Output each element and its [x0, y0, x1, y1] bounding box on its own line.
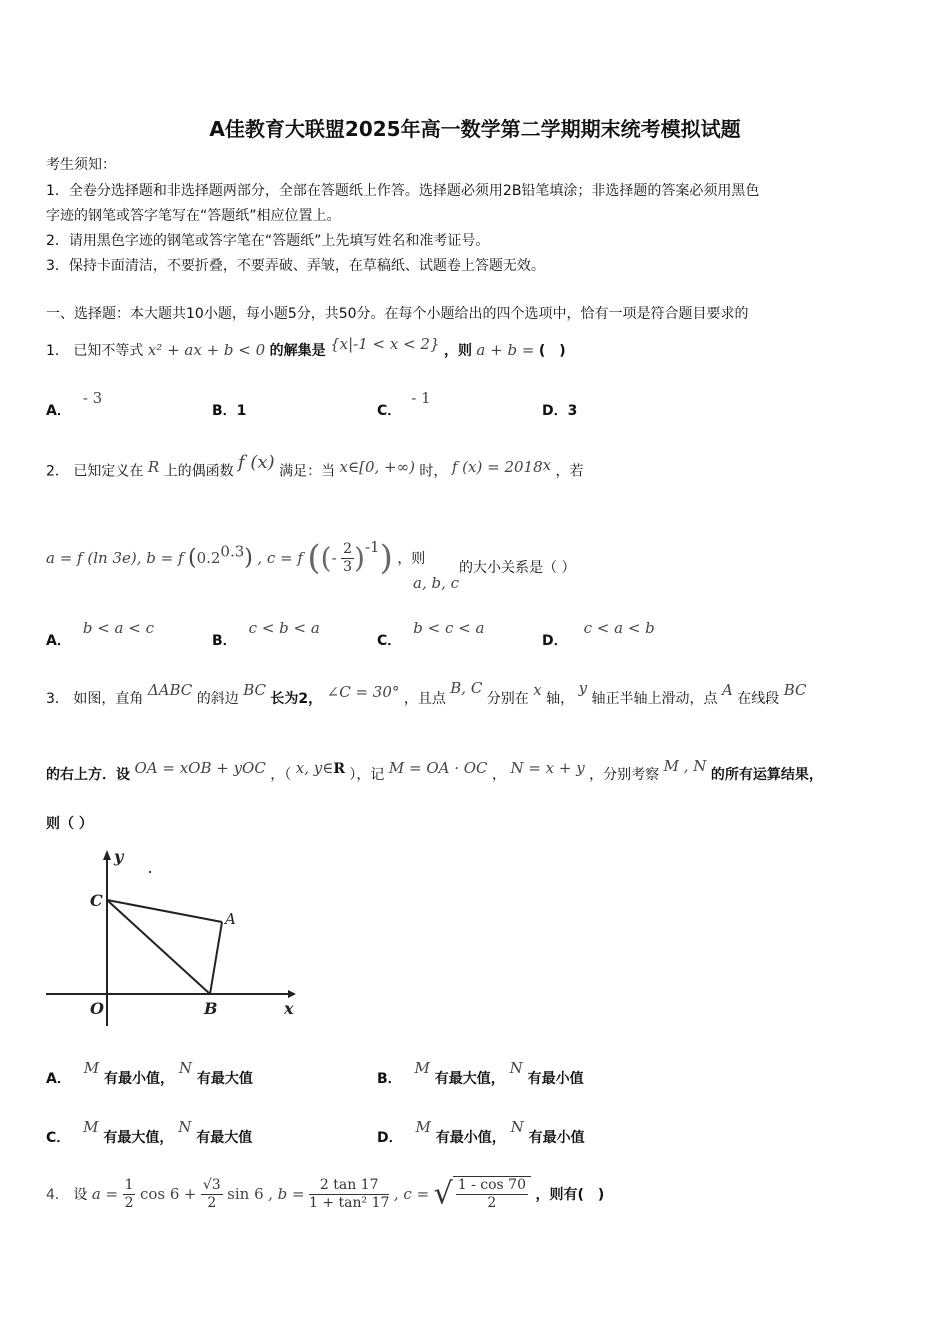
option-b[interactable]: B． M 有最大值， N 有最小值 [377, 1059, 584, 1087]
question-3-line-3: 则（ ） [46, 816, 93, 832]
option-d[interactable]: D．c < a < b [542, 619, 655, 649]
option-d[interactable]: D． M 有最小值， N 有最小值 [377, 1118, 585, 1146]
option-a[interactable]: A．- 3 [46, 389, 103, 419]
notice-item: 3．保持卡面清洁，不要折叠，不要弄破、弄皱，在草稿纸、试题卷上答题无效。 [46, 258, 545, 274]
question-2-tail: 的大小关系是（ ） [459, 560, 576, 576]
fraction: $\frac{√3}{2}$ [202, 1176, 221, 1211]
y-axis-arrow [103, 850, 111, 860]
sqrt-fraction: $\frac{1 - \cos 70}{2}$ [453, 1176, 531, 1212]
notice-item: 1．全卷分选择题和非选择题两部分，全部在答题纸上作答。选择题必须用2B铅笔填涂；非选择题的答案必须用黑色 [46, 183, 760, 199]
variables-abc: a, b, c [413, 574, 460, 592]
question-3-line-2: 的右上方．设 OA = xOB + yOC ，（ x, y∈R ），记 M = OA · OC ， N = x + y ，分别考察 M , N 的所有运算结果， [46, 757, 823, 783]
question-1: 1． 已知不等式 x² + ax + b < 0 的解集是 {x|-1 < x < 2} ，则 a + b = ( ) [46, 335, 566, 359]
question-number: 1． [46, 343, 69, 359]
option-a[interactable]: A． M 有最小值， N 有最大值 [46, 1059, 253, 1087]
fraction: $\frac{1}{2}$ [124, 1176, 134, 1211]
segment-cb [107, 900, 210, 994]
segment-ab [210, 922, 222, 994]
option-c[interactable]: C．b < c < a [377, 619, 485, 649]
label-o: O [90, 999, 104, 1018]
option-b[interactable]: B．c < b < a [212, 619, 320, 649]
page-title: A佳教育大联盟2025年高一数学第二学期期末统考模拟试题 [209, 117, 741, 141]
option-b[interactable]: B．1 [212, 403, 247, 419]
question-number: 4． [46, 1187, 69, 1203]
label-b: B [204, 999, 218, 1018]
question-2-line-2: a = f (ln 3e), b = f $(0.2^{0.3})$ , c = f ((- $\frac{2}{3}$ )$^{-1}$) ，则 [46, 538, 426, 578]
label-y: y [114, 847, 124, 866]
fraction: $\frac{2}{3}$ [343, 540, 353, 575]
notice-heading: 考生须知： [46, 157, 116, 173]
label-a: A [225, 910, 236, 928]
x-axis-arrow [288, 990, 296, 998]
fraction: $\frac{2 \tan 17}{\text{1 + tan² 17}}$ [309, 1176, 390, 1211]
triangle-figure [40, 840, 300, 1040]
label-c: C [90, 891, 103, 910]
section-heading: 一、选择题：本大题共10小题，每小题5分，共50分。在每个小题给出的四个选项中，恰有一项是符合题目要求的 [46, 306, 749, 322]
option-a[interactable]: A．b < a < c [46, 619, 154, 649]
option-c[interactable]: C． M 有最大值， N 有最大值 [46, 1118, 253, 1146]
option-c[interactable]: C．- 1 [377, 389, 431, 419]
question-2: 2． 已知定义在 R 上的偶函数 f (x) 满足：当 x∈[0, +∞) 时， f $(x) = 2018^x$ ，若 [46, 451, 584, 480]
question-4: 4． 设 a = $\frac{1}{2}$ cos 6 + $\frac{√3}{2}$ sin 6 , b = $\frac{2 \tan 17}{\text{1 + tan² 17}}$ , c = √ $\frac{1 - \cos 70}{2}$ ，则有( ) [46, 1176, 605, 1212]
question-3: 3． 如图，直角 ΔABC 的斜边 BC 长为2， ∠C = 30° ，且点 B, C 分别在 x 轴， y 轴正半轴上滑动，点 A 在线段 BC [46, 679, 807, 707]
solution-set: {x|-1 < x < 2} [330, 335, 440, 353]
label-x: x [284, 999, 294, 1018]
notice-item: 字迹的钢笔或答字笔写在“答题纸”相应位置上。 [46, 208, 341, 224]
option-d[interactable]: D．3 [542, 403, 578, 419]
dot [149, 871, 151, 873]
notice-item: 2．请用黑色字迹的钢笔或答字笔在“答题纸”上先填写姓名和准考证号。 [46, 233, 490, 249]
question-number: 2． [46, 463, 69, 480]
segment-ca [107, 900, 222, 922]
inequality: x² + ax + b < 0 [147, 341, 266, 359]
question-number: 3． [46, 691, 69, 707]
